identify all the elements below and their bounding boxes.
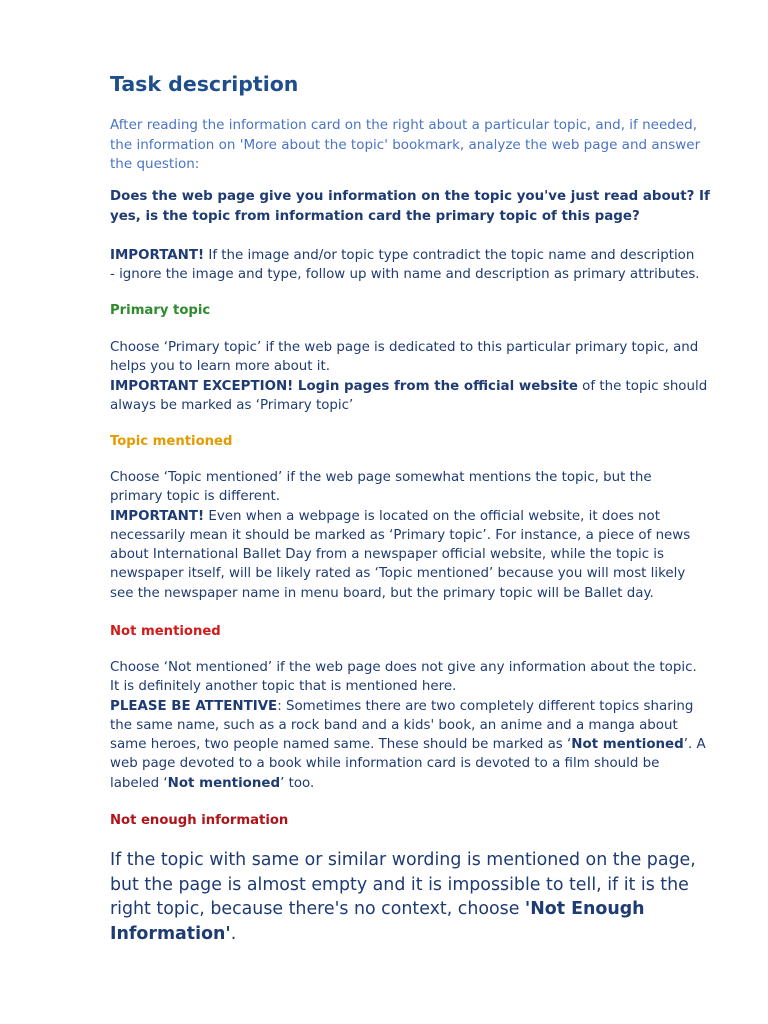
- not-mentioned-line-1: Choose ‘Not mentioned’ if the web page does not give any information about the topic.: [110, 660, 697, 675]
- mentioned-line-2: primary topic is different.: [110, 489, 281, 505]
- mentioned-line-1: Choose ‘Topic mentioned’ if the web page somewhat mentions the topic, but the: [110, 470, 652, 485]
- page-title: Task description: [110, 72, 299, 96]
- not-mentioned-line-3: : Sometimes there are two completely different topics sharing: [277, 698, 694, 714]
- question-line-2: yes, is the topic from information card the primary topic of this page?: [110, 209, 640, 224]
- topic-mentioned-heading: Topic mentioned: [110, 434, 233, 449]
- primary-line-1: Choose ‘Primary topic’ if the web page is dedicated to this particular primary topic, and: [110, 340, 699, 355]
- not-mentioned-line-6: web page devoted to a book while information card is devoted to a film should be: [110, 756, 660, 772]
- main-question: [110, 187, 720, 227]
- mentioned-important-label: IMPORTANT!: [110, 508, 205, 524]
- not-enough-line-1: If the topic with same or similar wording is mentioned on the page,: [110, 850, 696, 870]
- not-mentioned-line-7-start: labeled ‘: [110, 775, 168, 791]
- mentioned-line-4: necessarily mean it should be marked as ‘Primary topic’. For instance, a piece of news: [110, 527, 691, 543]
- not-enough-line-3-start: right topic, because there's no context, choose: [110, 899, 525, 919]
- intro-line-1: After reading the information card on the right about a particular topic, and, if needed,: [110, 117, 698, 133]
- primary-topic-paragraph: [110, 338, 720, 415]
- intro-paragraph: [110, 116, 720, 175]
- not-enough-line-4-end: .: [230, 923, 237, 944]
- not-mentioned-line-5-start: same heroes, two people named same. These should be marked as ‘: [110, 737, 572, 753]
- important-line-1: If the image and/or topic type contradict the topic name and description: [204, 248, 695, 263]
- primary-exception-rest: of the topic should: [577, 378, 708, 394]
- not-enough-line-4-bold: Information': [110, 923, 231, 944]
- primary-exception-label: IMPORTANT EXCEPTION! Login pages from the official website: [110, 378, 578, 394]
- primary-line-4: always be marked as ‘Primary topic’: [110, 397, 354, 413]
- attentive-label: PLEASE BE ATTENTIVE: [110, 698, 278, 714]
- mentioned-line-5: about International Ballet Day from a newspaper official website, while the topic is: [110, 547, 665, 563]
- not-mentioned-line-2: It is definitely another topic that is mentioned here.: [110, 679, 457, 695]
- important-line-2: - ignore the image and type, follow up with name and description as primary attributes.: [110, 267, 700, 283]
- not-mentioned-line-7-bold: Not mentioned: [167, 775, 281, 791]
- not-enough-info-heading: Not enough information: [110, 813, 289, 828]
- not-mentioned-line-7-end: ’ too.: [280, 775, 315, 791]
- intro-line-3: the question:: [110, 156, 200, 172]
- primary-line-2: helps you to learn more about it.: [110, 359, 330, 375]
- primary-topic-heading: Primary topic: [110, 303, 211, 318]
- not-mentioned-paragraph: [110, 658, 720, 793]
- not-mentioned-line-4: the same name, such as a rock band and a kids' book, an anime and a manga about: [110, 717, 678, 733]
- not-enough-line-3-bold: 'Not Enough: [524, 899, 645, 919]
- important-label: IMPORTANT!: [110, 248, 205, 263]
- mentioned-line-6: newspaper itself, will be likely rated as ‘Topic mentioned’ because you will most likely: [110, 566, 686, 582]
- question-line-1: Does the web page give you information on the topic you've just read about? If: [110, 189, 710, 204]
- not-mentioned-line-5-end: ’. A: [683, 737, 706, 753]
- not-enough-line-2: but the page is almost empty and it is impossible to tell, if it is the: [110, 874, 689, 895]
- not-mentioned-line-5-bold: Not mentioned: [571, 737, 684, 753]
- not-mentioned-heading: Not mentioned: [110, 624, 221, 639]
- intro-line-2: the information on 'More about the topic' bookmark, analyze the web page and answer: [110, 136, 701, 153]
- not-enough-info-paragraph: [110, 848, 720, 946]
- important-general-note: [110, 246, 720, 285]
- mentioned-line-3: Even when a webpage is located on the official website, it does not: [204, 508, 660, 524]
- mentioned-line-7: see the newspaper name in menu board, but the primary topic will be Ballet day.: [110, 585, 654, 601]
- topic-mentioned-paragraph: [110, 468, 720, 603]
